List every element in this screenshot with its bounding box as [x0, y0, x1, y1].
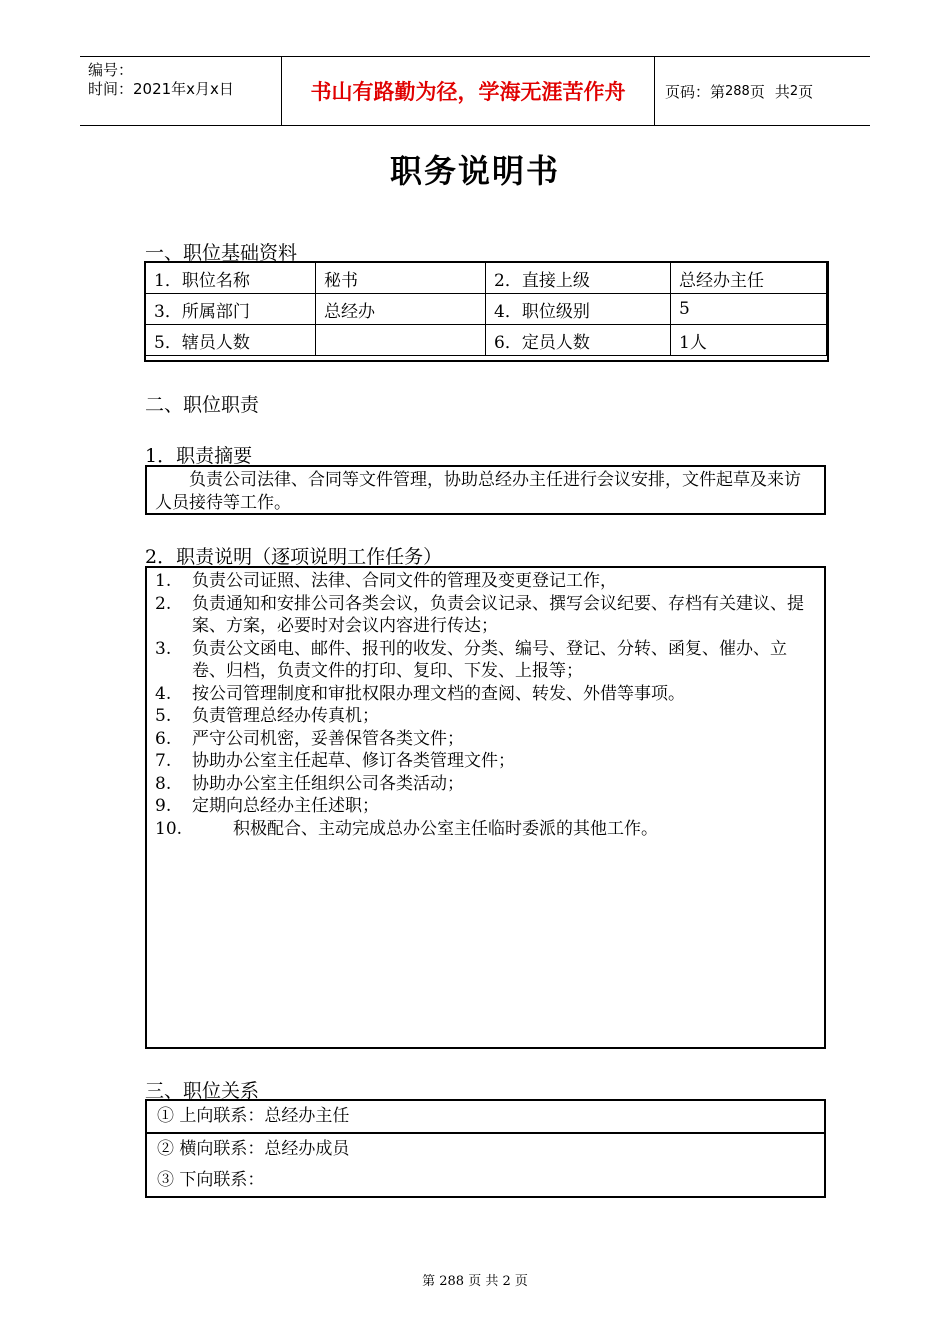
- footer-page-number: 288: [439, 1274, 465, 1289]
- relation-upward: ① 上向联系：总经办主任: [147, 1101, 824, 1134]
- duty-text: 严守公司机密，妥善保管各类文件；: [192, 728, 464, 749]
- header-page-unit: 页: [749, 82, 765, 101]
- list-item: [155, 705, 816, 728]
- table-cell: 5．辖员人数: [146, 325, 316, 356]
- duty-number: 4.: [155, 683, 172, 704]
- list-item: [155, 750, 816, 773]
- list-item: [155, 728, 816, 751]
- header-page-number: 288: [725, 83, 750, 99]
- header-page-label: 页码：第: [665, 82, 726, 101]
- summary-heading: 1．职责摘要: [145, 445, 253, 467]
- section-duties-heading: 二、职位职责: [145, 394, 260, 416]
- header-total-unit: 页: [798, 82, 814, 101]
- footer-page-prefix: 第: [422, 1274, 436, 1289]
- footer-page-mid: 页 共: [468, 1274, 499, 1289]
- duty-number: 6.: [155, 728, 172, 749]
- duty-text: 协助办公室主任组织公司各类活动；: [192, 773, 464, 794]
- section-basic-info-heading: 一、职位基础资料: [145, 242, 298, 264]
- section-relations-heading: 三、职位关系: [145, 1080, 260, 1102]
- table-row: [146, 325, 827, 356]
- duties-box: [145, 566, 826, 1049]
- duty-text: 负责管理总经办传真机；: [192, 706, 379, 726]
- footer-total-suffix: 页: [514, 1274, 528, 1289]
- duty-number: 1.: [155, 571, 172, 591]
- duty-text: 按公司管理制度和审批权限办理文档的查阅、转发、外借等事项。: [192, 683, 685, 704]
- table-row: [146, 294, 827, 325]
- table-cell: 3．所属部门: [146, 294, 316, 325]
- list-item: [155, 683, 816, 706]
- list-item: [155, 570, 816, 593]
- summary-box: [145, 465, 826, 515]
- list-item: [155, 795, 816, 818]
- duty-number: 7.: [155, 751, 172, 771]
- duty-text: 负责公司证照、法律、合同文件的管理及变更登记工作，: [192, 571, 617, 591]
- header-page-info: [655, 57, 870, 125]
- summary-text: 负责公司法律、合同等文件管理，协助总经办主任进行会议安排，文件起草及来访人员接待等工作。: [155, 470, 801, 513]
- duty-number: 5.: [155, 706, 172, 726]
- basic-info-table: [145, 262, 827, 356]
- page-footer: [0, 1270, 950, 1289]
- footer-total-number: 2: [502, 1274, 511, 1289]
- table-cell: [316, 325, 486, 356]
- duty-number: 8.: [155, 773, 172, 794]
- list-item: [155, 638, 816, 683]
- header-total-label: 共: [774, 82, 790, 101]
- list-item: [155, 818, 816, 841]
- duties-heading: 2．职责说明（逐项说明工作任务）: [145, 546, 443, 568]
- header-motto: 书山有路勤为径，学海无涯苦作舟: [281, 57, 655, 125]
- duty-text: 积极配合、主动完成总办公室主任临时委派的其他工作。: [233, 818, 658, 839]
- page-title: 职务说明书: [389, 152, 560, 190]
- table-cell: 总经办: [316, 294, 486, 325]
- document-number-label: 编号：: [88, 61, 134, 79]
- table-cell: 5: [671, 294, 827, 325]
- duty-text: 定期向总经办主任述职；: [192, 796, 379, 816]
- table-cell: 1．职位名称: [146, 263, 316, 294]
- document-time-label: 时间：2021年x月x日: [88, 80, 234, 98]
- duty-number: 3.: [155, 638, 172, 659]
- relations-box: [145, 1099, 826, 1198]
- list-item: [155, 773, 816, 796]
- relation-downward: ③ 下向联系：: [157, 1170, 265, 1190]
- header-meta: [80, 57, 281, 125]
- header-total-number: 2: [789, 83, 799, 99]
- duty-number: 10.: [155, 818, 183, 839]
- table-cell: 6．定员人数: [486, 325, 671, 356]
- table-cell: 总经办主任: [671, 263, 827, 294]
- duty-number: 2.: [155, 593, 172, 614]
- table-cell: 2．直接上级: [486, 263, 671, 294]
- page-header: [80, 56, 870, 126]
- list-item: [155, 593, 816, 638]
- duty-text: 负责通知和安排公司各类会议，负责会议记录、撰写会议纪要、存档有关建议、提案、方案，必要时对会议内容进行传达；: [192, 593, 804, 636]
- table-cell: 4．职位级别: [486, 294, 671, 325]
- duty-text: 负责公文函电、邮件、报刊的收发、分类、编号、登记、分转、函复、催办、立卷、归档，负责文件的打印、复印、下发、上报等；: [192, 638, 787, 681]
- duty-number: 9.: [155, 796, 172, 816]
- table-cell: 秘书: [316, 263, 486, 294]
- table-row: [146, 263, 827, 294]
- table-cell: 1人: [671, 325, 827, 356]
- relation-lateral: ② 横向联系：总经办成员: [157, 1139, 350, 1159]
- duty-text: 协助办公室主任起草、修订各类管理文件；: [192, 751, 515, 771]
